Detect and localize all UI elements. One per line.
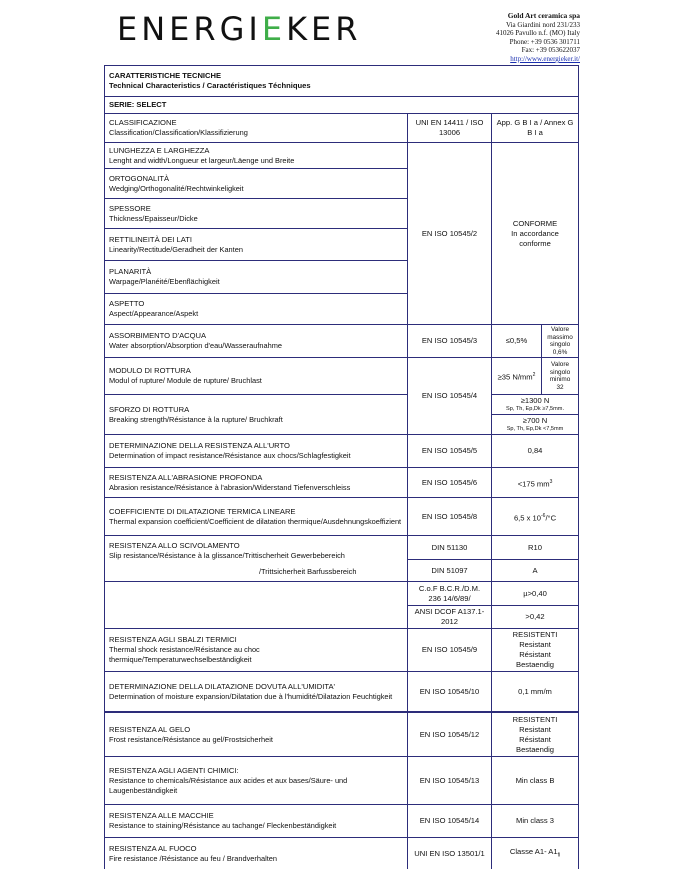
table-row bbox=[105, 395, 579, 415]
value-cell: Classe A1- $A1_{fl}$ bbox=[492, 838, 579, 869]
table-row bbox=[105, 713, 579, 757]
table-row bbox=[105, 358, 579, 395]
value-cell: RESISTENTI Resistant Résistant Bestaendig bbox=[492, 713, 579, 757]
norm-cell: UNI EN 14411 / ISO 13006 bbox=[408, 114, 492, 143]
row-label-classificazione: CLASSIFICAZIONE Classification/Classification/Klassifizierung bbox=[105, 114, 408, 143]
technical-characteristics-table bbox=[104, 65, 579, 712]
row-label-assorbimento: ASSORBIMENTO D'ACQUA Water absorption/Absorption d'eau/Wasseraufnahme bbox=[105, 325, 408, 358]
norm-cell: UNI EN ISO 13501/1 bbox=[408, 838, 492, 869]
table-row bbox=[105, 468, 579, 498]
norm-cell: EN ISO 10545/5 bbox=[408, 435, 492, 468]
norm-cell: EN ISO 10545/8 bbox=[408, 498, 492, 536]
norm-cell: DIN 51130 bbox=[408, 536, 492, 560]
value-cell: App. G B I a / Annex G B I a bbox=[492, 114, 579, 143]
row-label-urto: DETERMINAZIONE DELLA RESISTENZA ALL'URTO Determination of impact resistance/Résistance aux chocs/Schlagfestigkeit bbox=[105, 435, 408, 468]
row-label-abrasione: RESISTENZA ALL'ABRASIONE PROFONDA Abrasion resistance/Résistance à l'abrasion/Widerstand Tiefenverschleiss bbox=[105, 468, 408, 498]
row-label-macchie: RESISTENZA ALLE MACCHIE Resistance to staining/Résistance au tachange/ Fleckenbeständigkeit bbox=[105, 805, 408, 838]
company-info bbox=[440, 12, 580, 64]
row-label-spessore: SPESSORE Thickness/Epaisseur/Dicke bbox=[105, 199, 408, 229]
company-name: Gold Art ceramica spa bbox=[507, 11, 580, 20]
value-cell-conforme: CONFORME In accordance conforme bbox=[492, 143, 579, 325]
table-row bbox=[105, 114, 579, 143]
value-cell: 6,5 x $10^{-6}/^\circ C$ bbox=[492, 498, 579, 536]
company-website-link[interactable]: http://www.energieker.it/ bbox=[510, 54, 580, 63]
norm-cell: EN ISO 10545/9 bbox=[408, 629, 492, 672]
value-cell: 0,84 bbox=[492, 435, 579, 468]
value-cell: >0,42 bbox=[492, 606, 579, 629]
note-cell: Valore massimo singolo 0,6% bbox=[542, 325, 579, 358]
value-cell: µ>0,40 bbox=[492, 582, 579, 606]
table-row bbox=[105, 838, 579, 869]
row-label-fuoco: RESISTENZA AL FUOCO Fire resistance /Résistance au feu / Brandverhalten bbox=[105, 838, 408, 869]
row-label-lunghezza: LUNGHEZZA E LARGHEZZA Lenght and width/Longueur et largeur/Läenge und Breite bbox=[105, 143, 408, 169]
value-cell: ≥1300 N Sp, Th, Ep,Dk ≥7,5mm. bbox=[492, 395, 579, 415]
table-row bbox=[105, 498, 579, 536]
norm-cell: EN ISO 10545/12 bbox=[408, 713, 492, 757]
row-label-gelo: RESISTENZA AL GELO Frost resistance/Résistance au gel/Frostsicherheit bbox=[105, 713, 408, 757]
value-cell: A bbox=[492, 560, 579, 582]
value-cell: ≥35 $N/mm^2$ bbox=[492, 358, 542, 395]
row-label-aspetto: ASPETTO Aspect/Appearance/Aspekt bbox=[105, 294, 408, 325]
table-row bbox=[105, 629, 579, 672]
series-label: SERIE: SELECT bbox=[105, 97, 579, 114]
table-row bbox=[105, 325, 579, 358]
value-cell: ≤0,5% bbox=[492, 325, 542, 358]
row-label-dilatazione: COEFFICIENTE DI DILATAZIONE TERMICA LINEARE Thermal expansion coefficient/Coefficient de dilatation thermique/Ausdehnungskoeffizient bbox=[105, 498, 408, 536]
norm-cell: EN ISO 10545/13 bbox=[408, 757, 492, 805]
norm-cell: EN ISO 10545/6 bbox=[408, 468, 492, 498]
company-address: Via Giardini nord 231/233 bbox=[505, 20, 580, 29]
table-row bbox=[105, 536, 579, 560]
row-label-ortogonalita: ORTOGONALITÀ Wedging/Orthogonalité/Rechtwinkeligkeit bbox=[105, 169, 408, 199]
table-row bbox=[105, 435, 579, 468]
norm-cell: EN ISO 10545/4 bbox=[408, 358, 492, 435]
title-multilang: Technical Characteristics / Caractéristiques Téchniques bbox=[109, 81, 311, 90]
norm-cell: ANSI DCOF A137.1-2012 bbox=[408, 606, 492, 629]
row-label-modulo: MODULO DI ROTTURA Modul of rupture/ Module de rupture/ Bruchlast bbox=[105, 358, 408, 395]
table-row bbox=[105, 582, 579, 606]
value-cell: RESISTENTI Resistant Résistant Bestaendig bbox=[492, 629, 579, 672]
value-cell: Min class B bbox=[492, 757, 579, 805]
table-row bbox=[105, 143, 579, 169]
row-label-umidita: DETERMINAZIONE DELLA DILATAZIONE DOVUTA ALL'UMIDITA' Determination of moisture expansion/Dilatation due à l'humidité/Dilatazion Feuchtigkeit bbox=[105, 672, 408, 712]
norm-cell: EN ISO 10545/3 bbox=[408, 325, 492, 358]
row-label-scivolamento-extra bbox=[105, 582, 408, 629]
energieker-logo: ENERGIEKER bbox=[117, 10, 362, 48]
row-label-scivolamento: RESISTENZA ALLO SCIVOLAMENTO Slip resistance/Résistance à la glissance/Trittischerheit Gewerbebereich /Trittsicherheit Barfussbereich bbox=[105, 536, 408, 582]
norm-cell: EN ISO 10545/2 bbox=[408, 143, 492, 325]
value-cell: ≥700 N Sp, Th, Ep,Dk <7,5mm bbox=[492, 415, 579, 435]
norm-cell: C.o.F B.C.R./D.M. 236 14/6/89/ bbox=[408, 582, 492, 606]
company-city: 41026 Pavullo n.f. (MO) Italy bbox=[496, 29, 580, 38]
value-cell: <175 $mm^3$ bbox=[492, 468, 579, 498]
norm-cell: EN ISO 10545/14 bbox=[408, 805, 492, 838]
row-label-planarita: PLANARITÀ Warpage/Planéité/Ebenflächigkeit bbox=[105, 261, 408, 294]
company-fax: Fax: +39 053622037 bbox=[521, 46, 580, 55]
company-phone: Phone: +39 0536 301711 bbox=[509, 37, 580, 46]
value-cell: R10 bbox=[492, 536, 579, 560]
table-row bbox=[105, 672, 579, 712]
table-row bbox=[105, 757, 579, 805]
row-label-rettilineita: RETTILINEITÀ DEI LATI Linearity/Rectitude/Geradheit der Kanten bbox=[105, 229, 408, 261]
row-label-chimici: RESISTENZA AGLI AGENTI CHIMICI: Resistance to chemicals/Résistance aux acides et aux bases/Säure- und Laugenbeständigkeit bbox=[105, 757, 408, 805]
resistance-table bbox=[104, 712, 579, 869]
table-row bbox=[105, 805, 579, 838]
note-cell: Valore singolo minimo 32 bbox=[542, 358, 579, 395]
title-it: CARATTERISTICHE TECNICHE bbox=[109, 71, 222, 80]
row-label-sforzo: SFORZO DI ROTTURA Breaking strength/Résistance à la rupture/ Bruchkraft bbox=[105, 395, 408, 435]
norm-cell: DIN 51097 bbox=[408, 560, 492, 582]
value-cell: Min class 3 bbox=[492, 805, 579, 838]
norm-cell: EN ISO 10545/10 bbox=[408, 672, 492, 712]
value-cell: 0,1 mm/m bbox=[492, 672, 579, 712]
row-label-sbalzi: RESISTENZA AGLI SBALZI TERMICI Thermal shock resistance/Résistance au choc thermique/Temperaturwechselbeständigkeit bbox=[105, 629, 408, 672]
table-title bbox=[105, 66, 579, 97]
